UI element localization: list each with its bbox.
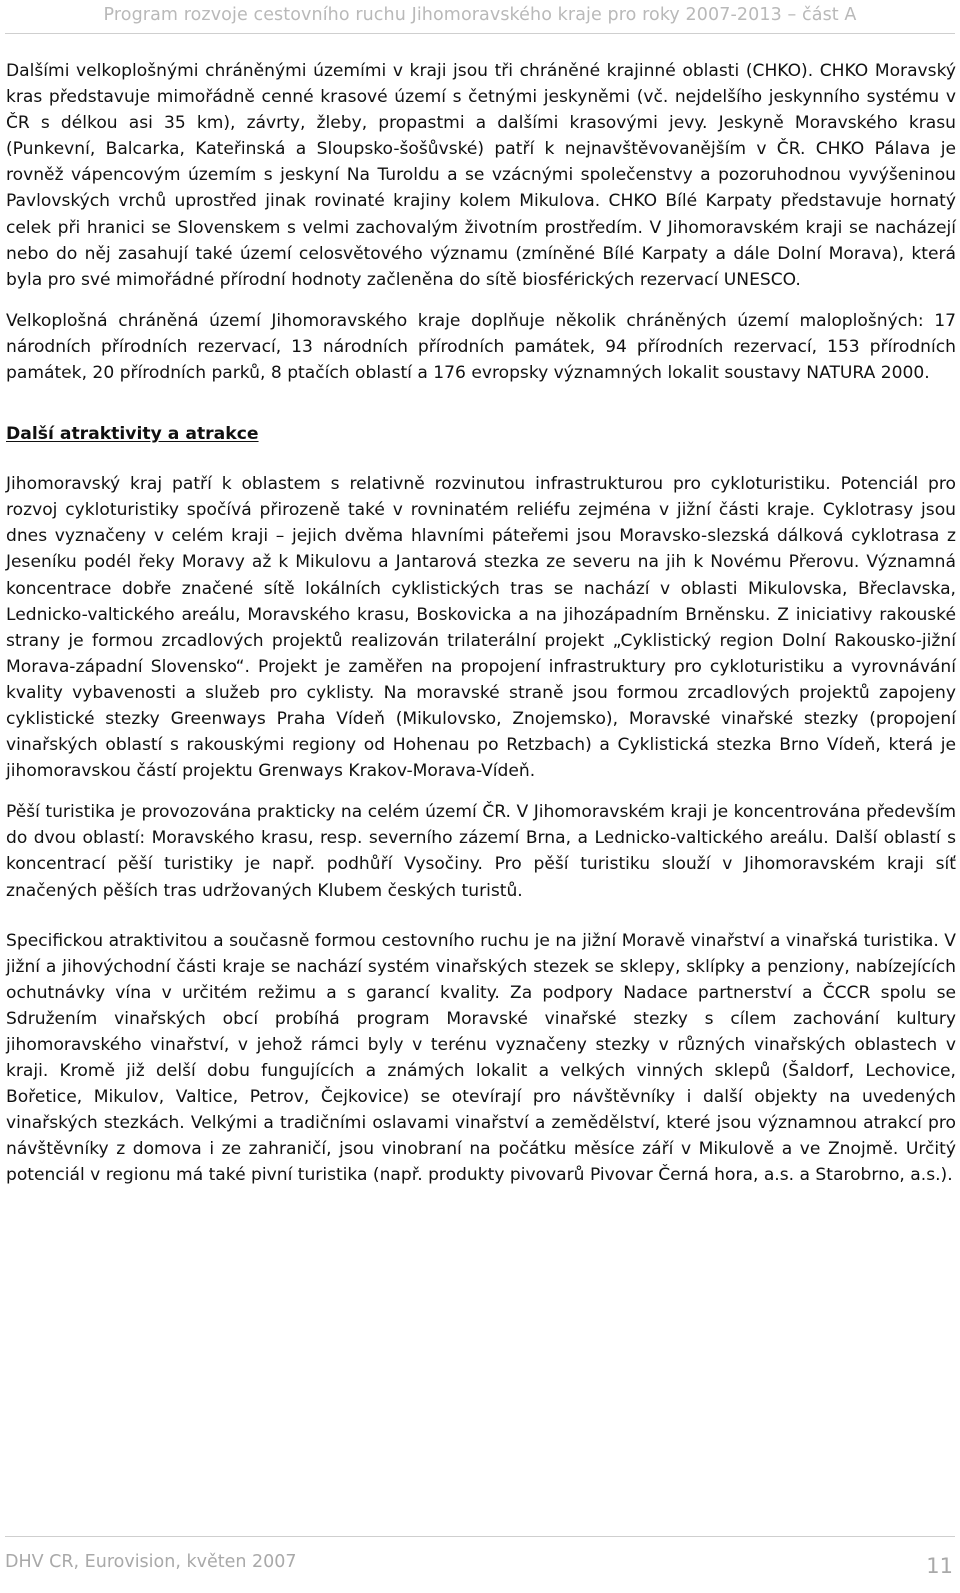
page-footer bbox=[5, 1536, 955, 1592]
paragraph-cycling: Jihomoravský kraj patří k oblastem s relativně rozvinutou infrastrukturou pro cykloturistiku. Potenciál pro rozvoj cykloturistiky spočívá přirozeně také v rovninatém reliéfu zejména v jižní části kraje. Cyklotrasy jsou dnes vyznačeny v celém kraji – jejich dvěma hlavními páteřemi jsou Moravsko-slezská dálková cyklotrasa z Jeseníku podél řeky Moravy až k Mikulovu a Jantarová stezka ze severu na jih k Novému Přerovu. Významná koncentrace dobře značené sítě lokálních cyklistických tras se nachází v oblasti Mikulovska, Břeclavska, Lednicko-valtického areálu, Moravského krasu, Boskovicka a na jihozápadním Brněnsku. Z iniciativy rakouské strany je formou zrcadlových projektů realizován trilaterální projekt „Cyklistický region Dolní Rakousko-jižní Morava-západní Slovensko“. Projekt je zaměřen na propojení infrastruktury pro cykloturistiku a vyrovnávání kvality vybavenosti a služeb pro cyklisty. Na moravské straně jsou formou zrcadlových projektů zapojeny cyklistické stezky Greenways Praha Vídeň (Mikulovsko, Znojemsko), Moravské vinařské stezky (propojení vinařských oblastí s rakouskými regiony od Hohenau po Retzbach) a Cyklistická stezka Brno Vídeň, která je jihomoravskou částí projektu Grenways Krakov-Morava-Vídeň. bbox=[6, 474, 956, 782]
page-header bbox=[0, 0, 960, 30]
paragraph-protected-areas: Dalšími velkoplošnými chráněnými územími v kraji jsou tři chráněné krajinné oblasti (CHKO). CHKO Moravský kras představuje mimořádně cenné krasové území s četnými jeskyněmi (vč. nejdelšího jeskynního systému v ČR s délkou asi 35 km), závrty, žleby, propastmi a dalšími krasovými jevy. Jeskyně Moravského krasu (Punkevní, Balcarka, Kateřinská a Sloupsko-šošůvské) patří k nejnavštěvovanějším v ČR. CHKO Pálava je rovněž vápencovým územím s jeskyní Na Turoldu a se vzácnými společenstvy a pozoruhodnou vyvýšeninou Pavlovských vrchů uprostřed jinak rovinaté krajiny kolem Mikulova. CHKO Bílé Karpaty představuje hornatý celek při hranici se Slovenskem s velmi zachovalým životním prostředím. V Jihomoravském kraji se nacházejí nebo do něj zasahují také území celosvětového významu (zmíněné Bílé Karpaty a dále Dolní Morava), která byla pro své mimořádné přírodní hodnoty začleněna do sítě biosférických rezervací UNESCO. bbox=[6, 61, 956, 290]
paragraph-hiking: Pěší turistika je provozována prakticky na celém území ČR. V Jihomoravském kraji je koncentrována především do dvou oblastí: Moravského krasu, resp. severního zázemí Brna, a Lednicko-valtického areálu. Další oblastí s koncentrací pěší turistiky je např. podhůří Vysočiny. Pro pěší turistiku slouží v Jihomoravském kraji síť značených pěších tras udržovaných Klubem českých turistů. bbox=[6, 802, 956, 901]
section-heading: Další atraktivity a atrakce bbox=[6, 424, 259, 445]
paragraph-wine-tourism: Specifickou atraktivitou a současně formou cestovního ruchu je na jižní Moravě vinařství a vinařská turistika. V jižní a jihovýchodní části kraje se nachází systém vinařských stezek se sklepy, sklípky a penziony, nabízejících ochutnávky vína v určitém režimu a s garancí kvality. Za podpory Nadace partnerství a ČCCR spolu se Sdružením vinařských obcí probíhá program Moravské vinařské stezky s cílem zachování kultury jihomoravského vinařství, v jehož rámci byly v terénu vyznačeny stezky v různých vinařských oblastech v kraji. Kromě již delší dobu fungujících a známých lokalit a velkých vinných sklepů (Šaldorf, Lechovice, Bořetice, Mikulov, Valtice, Petrov, Čejkovice) se otevírají pro návštěvníky i další objekty na uvedených vinařských stezkách. Velkými a tradičními oslavami vinařství a zemědělství, které jsou významnou atrakcí pro návštěvníky z domova i ze zahraničí, jsou vinobraní na počátku měsíce září v Mikulově a ve Znojmě. Určitý potenciál v regionu má také pivní turistika (např. produkty pivovarů Pivovar Černá hora, a.s. a Starobrno, a.s.). bbox=[6, 930, 956, 1186]
page-number: 11 bbox=[926, 1554, 953, 1578]
header-divider bbox=[5, 33, 955, 34]
paragraph-small-protected-areas: Velkoplošná chráněná území Jihomoravského kraje doplňuje několik chráněných území maloplošných: 17 národních přírodních rezervací, 13 národních přírodních památek, 94 přírodních rezervací, 153 přírodních památek, 20 přírodních parků, 8 ptačích oblastí a 176 evropsky významných lokalit soustavy NATURA 2000. bbox=[6, 310, 956, 384]
document-body bbox=[6, 58, 956, 1189]
header-title: Program rozvoje cestovního ruchu Jihomoravského kraje pro roky 2007-2013 – část A bbox=[103, 5, 857, 25]
footer-divider bbox=[5, 1536, 955, 1537]
footer-source: DHV CR, Eurovision, květen 2007 bbox=[5, 1552, 297, 1572]
